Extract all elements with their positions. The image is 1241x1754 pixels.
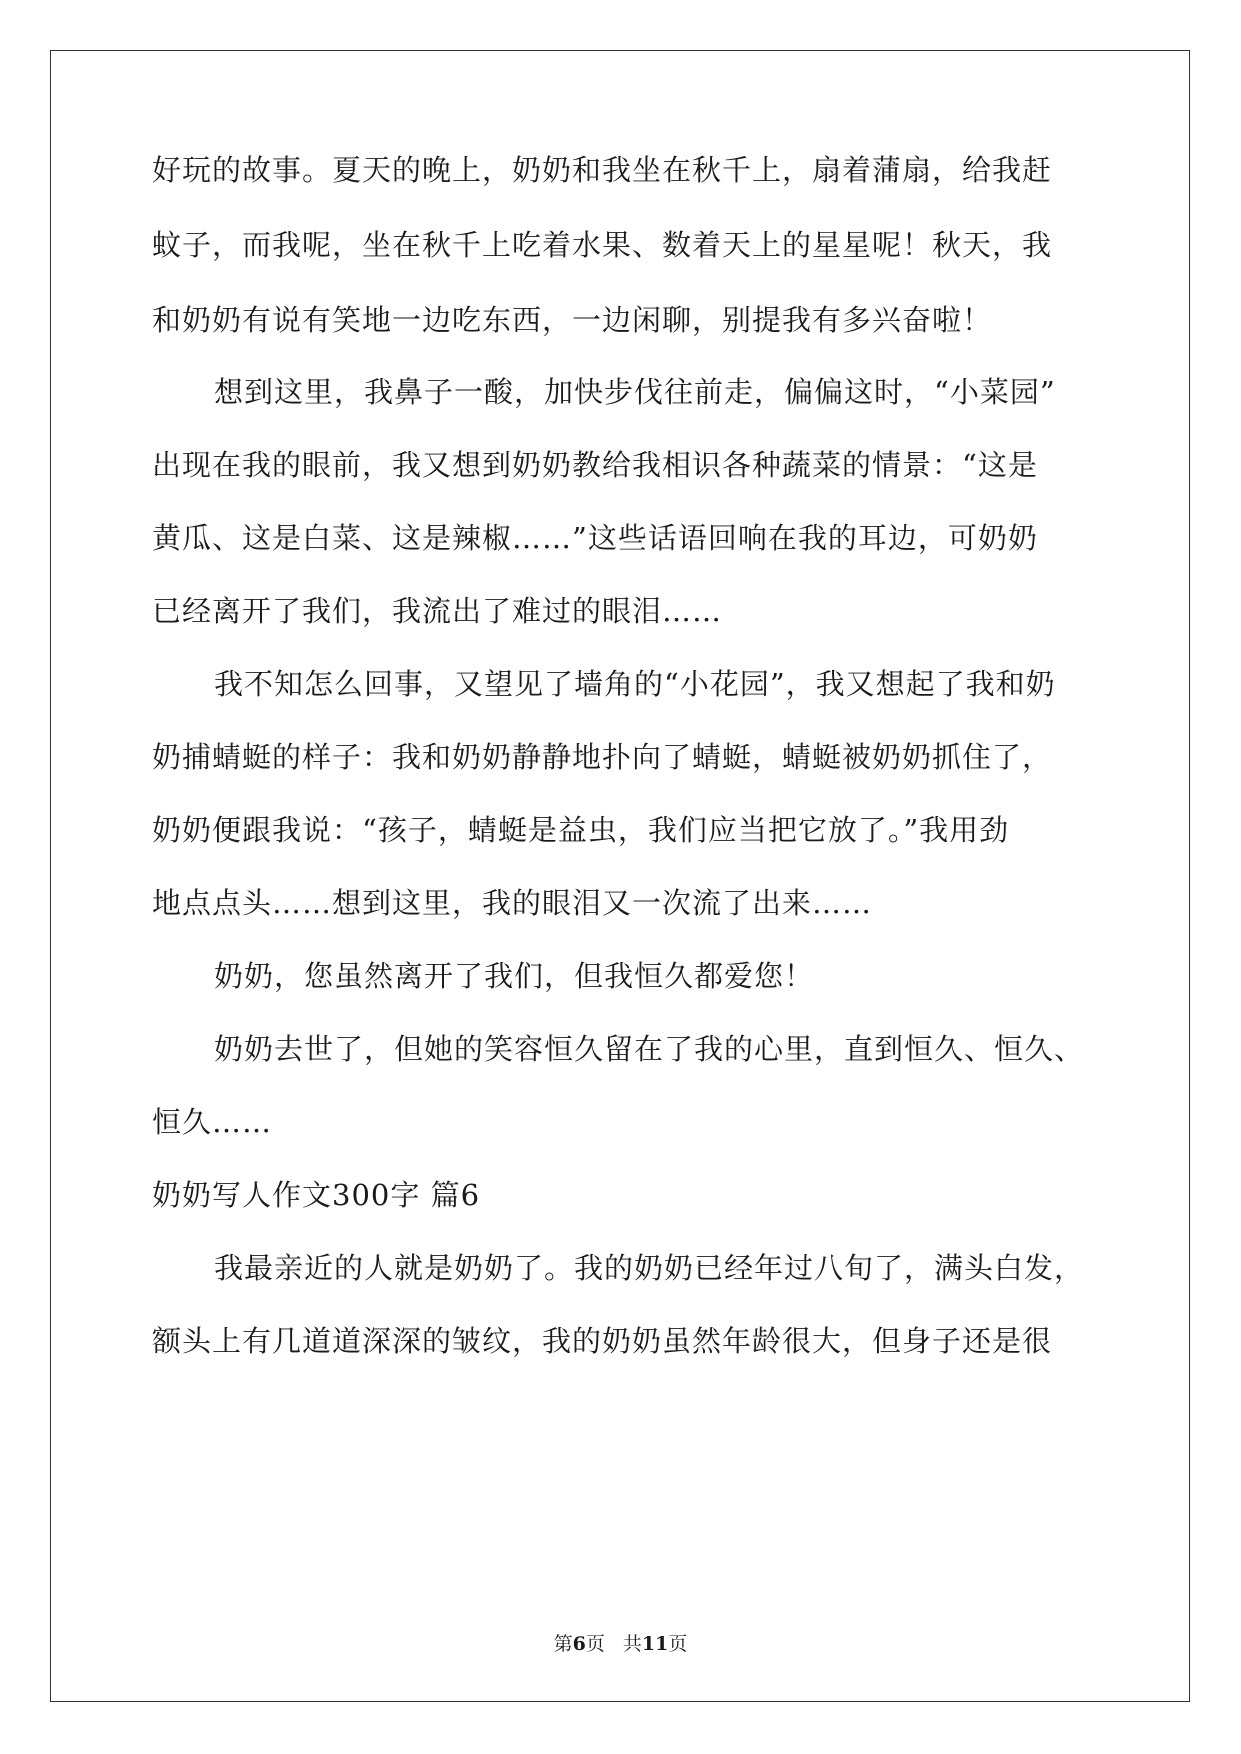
footer-total-pages: 11 bbox=[641, 1633, 669, 1655]
text-line: 蚊子，而我呢，坐在秋千上吃着水果、数着天上的星星呢！秋天，我 bbox=[152, 228, 1053, 262]
paragraph-start: 想到这里，我鼻子一酸，加快步伐往前走，偏偏这时，“小菜园” bbox=[214, 375, 1056, 409]
text-line: 好玩的故事。夏天的晚上，奶奶和我坐在秋千上，扇着蒲扇，给我赶 bbox=[152, 153, 1053, 187]
text-line: 恒久…… bbox=[152, 1105, 273, 1139]
text-line: 出现在我的眼前，我又想到奶奶教给我相识各种蔬菜的情景：“这是 bbox=[152, 448, 1038, 482]
paragraph-start: 我不知怎么回事，又望见了墙角的“小花园”，我又想起了我和奶 bbox=[214, 667, 1056, 701]
text-line: 和奶奶有说有笑地一边吃东西，一边闲聊，别提我有多兴奋啦！ bbox=[152, 303, 993, 337]
text-line: 奶奶便跟我说：“孩子，蜻蜓是益虫，我们应当把它放了。”我用劲 bbox=[152, 813, 1010, 847]
text-line: 额头上有几道道深深的皱纹，我的奶奶虽然年龄很大，但身子还是很 bbox=[152, 1324, 1053, 1358]
page-border bbox=[50, 50, 1190, 1702]
paragraph-start: 奶奶去世了，但她的笑容恒久留在了我的心里，直到恒久、恒久、 bbox=[214, 1032, 1085, 1066]
footer-prefix: 第 bbox=[553, 1633, 573, 1655]
footer-total-suffix: 页 bbox=[668, 1633, 688, 1655]
footer-page-number: 6 bbox=[572, 1633, 586, 1655]
text-line: 黄瓜、这是白菜、这是辣椒……”这些话语回响在我的耳边，可奶奶 bbox=[152, 521, 1038, 555]
footer-total-prefix: 共 bbox=[622, 1633, 642, 1655]
paragraph-start: 奶奶，您虽然离开了我们，但我恒久都爱您！ bbox=[214, 959, 815, 993]
text-line: 地点点头……想到这里，我的眼泪又一次流了出来…… bbox=[152, 886, 873, 920]
paragraph-start: 我最亲近的人就是奶奶了。我的奶奶已经年过八旬了，满头白发， bbox=[214, 1251, 1085, 1285]
section-heading: 奶奶写人作文300字 篇6 bbox=[152, 1178, 481, 1212]
footer-page-suffix: 页 bbox=[585, 1633, 605, 1655]
text-line: 奶捕蜻蜓的样子：我和奶奶静静地扑向了蜻蜓，蜻蜓被奶奶抓住了， bbox=[152, 740, 1053, 774]
page-footer bbox=[0, 1632, 1241, 1656]
text-line: 已经离开了我们，我流出了难过的眼泪…… bbox=[152, 594, 723, 628]
